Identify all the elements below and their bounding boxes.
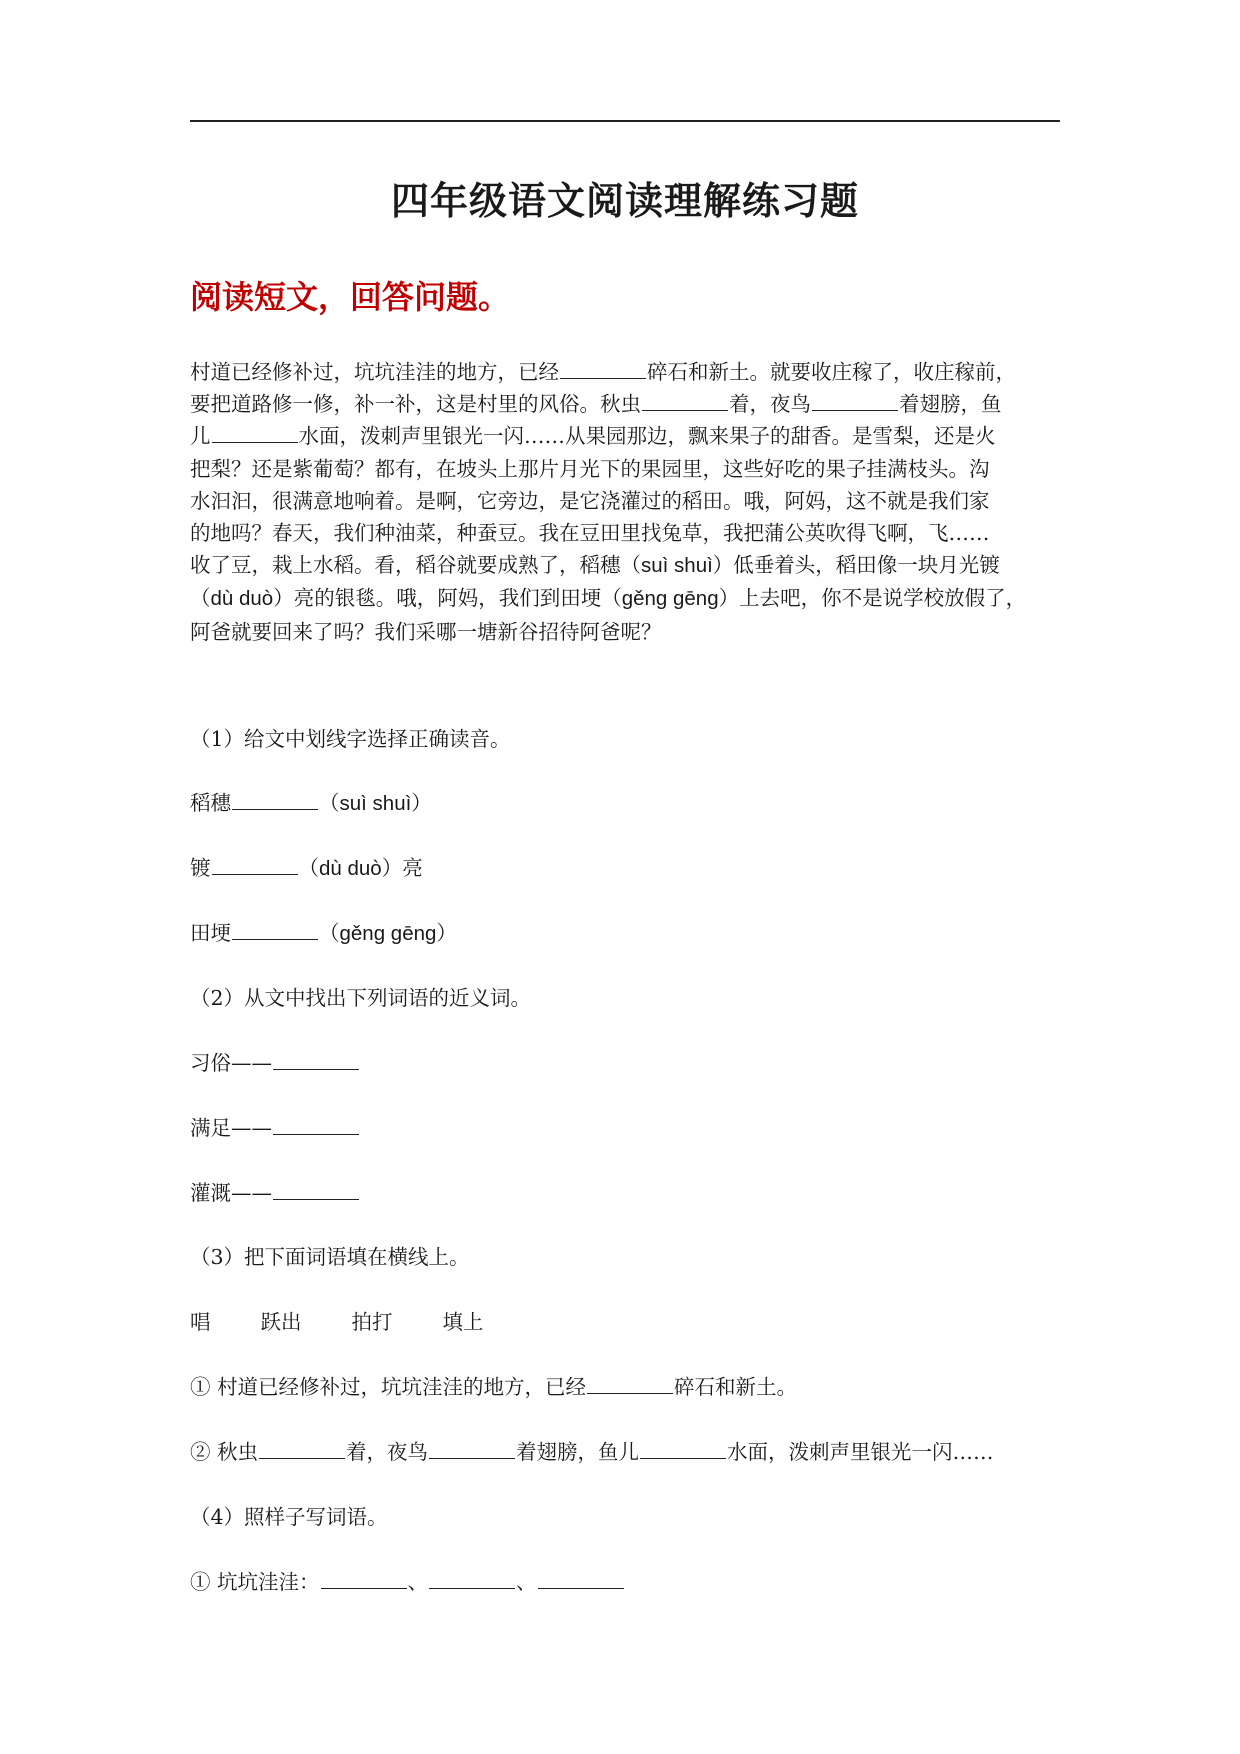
passage-line: （dù duò）亮的银毯。哦，阿妈，我们到田埂（gěng gēng）上去吧，你不是说学校放假了， [190, 586, 1027, 611]
question-4-prompt: （4）照样子写词语。 [190, 1505, 388, 1529]
answer-blank[interactable] [273, 1114, 359, 1135]
passage-line: 要把道路修一修，补一补，这是村里的风俗。秋虫 着，夜鸟 着翅膀，鱼 [190, 392, 1002, 417]
answer-blank[interactable] [429, 1568, 515, 1589]
passage-line: 阿爸就要回来了吗？我们采哪一塘新谷招待阿爸呢？ [190, 619, 662, 644]
word-bank-item: 跃出 [260, 1310, 302, 1334]
answer-blank[interactable] [232, 919, 318, 940]
answer-blank[interactable] [259, 1438, 345, 1459]
header-rule [190, 120, 1060, 122]
q1-item: 镀 （dù duò）亮 [190, 856, 423, 880]
fill-blank[interactable] [560, 358, 646, 379]
pinyin-options: dù duò [210, 587, 274, 611]
answer-blank[interactable] [587, 1373, 673, 1394]
q3-sentence-1: ① 村道已经修补过，坑坑洼洼的地方，已经 碎石和新土。 [190, 1375, 798, 1399]
answer-blank[interactable] [538, 1568, 624, 1589]
answer-blank[interactable] [273, 1179, 359, 1200]
question-1-prompt: （1）给文中划线字选择正确读音。 [190, 727, 511, 751]
word-bank [190, 1305, 534, 1335]
passage-line: 收了豆，栽上水稻。看，稻谷就要成熟了，稻穗（suì shuì）低垂着头，稻田像一块月光镀 [190, 553, 1000, 578]
question-3-prompt: （3）把下面词语填在横线上。 [190, 1245, 470, 1269]
q2-item: 灌溉—— [190, 1176, 360, 1206]
fill-blank[interactable] [812, 390, 898, 411]
answer-blank[interactable] [232, 789, 318, 810]
word-bank-item: 填上 [442, 1310, 484, 1334]
section-heading: 阅读短文，回答问题。 [190, 278, 511, 316]
answer-blank[interactable] [640, 1438, 726, 1459]
pinyin-options: gěng gēng [621, 587, 719, 611]
q1-item: 稻穗 （suì shuì） [190, 791, 432, 815]
passage-line: 村道已经修补过，坑坑洼洼的地方，已经 碎石和新土。就要收庄稼了，收庄稼前， [190, 360, 1016, 384]
q3-sentence-2: ② 秋虫 着，夜鸟 着翅膀，鱼儿 水面，泼刺声里银光一闪…… [190, 1440, 994, 1464]
answer-blank[interactable] [273, 1049, 359, 1070]
passage-line: 水汩汩，很满意地响着。是啊，它旁边，是它浇灌过的稻田。哦，阿妈，这不就是我们家 [190, 488, 990, 513]
answer-blank[interactable] [212, 854, 298, 875]
passage-line: 把梨？还是紫葡萄？都有，在坡头上那片月光下的果园里，这些好吃的果子挂满枝头。沟 [190, 456, 990, 481]
pinyin-options: suì shuì [641, 554, 713, 578]
q1-item: 田埂 （gěng gēng） [190, 921, 457, 945]
fill-blank[interactable] [642, 390, 728, 411]
question-2-prompt: （2）从文中找出下列词语的近义词。 [190, 986, 532, 1010]
page-title: 四年级语文阅读理解练习题 [390, 178, 859, 223]
passage-line: 儿 水面，泼刺声里银光一闪……从果园那边，飘来果子的甜香。是雪梨，还是火 [190, 424, 996, 449]
word-bank-item: 拍打 [351, 1310, 393, 1334]
reading-passage [190, 356, 1062, 648]
passage-line: 的地吗？春天，我们种油菜，种蚕豆。我在豆田里找兔草，我把蒲公英吹得飞啊，飞…… [190, 521, 990, 546]
answer-blank[interactable] [321, 1568, 407, 1589]
q2-item: 习俗—— [190, 1046, 360, 1076]
word-bank-item: 唱 [190, 1310, 211, 1334]
answer-blank[interactable] [429, 1438, 515, 1459]
fill-blank[interactable] [212, 422, 298, 443]
q2-item: 满足—— [190, 1111, 360, 1141]
q4-item: ① 坑坑洼洼： 、 、 [190, 1565, 625, 1595]
